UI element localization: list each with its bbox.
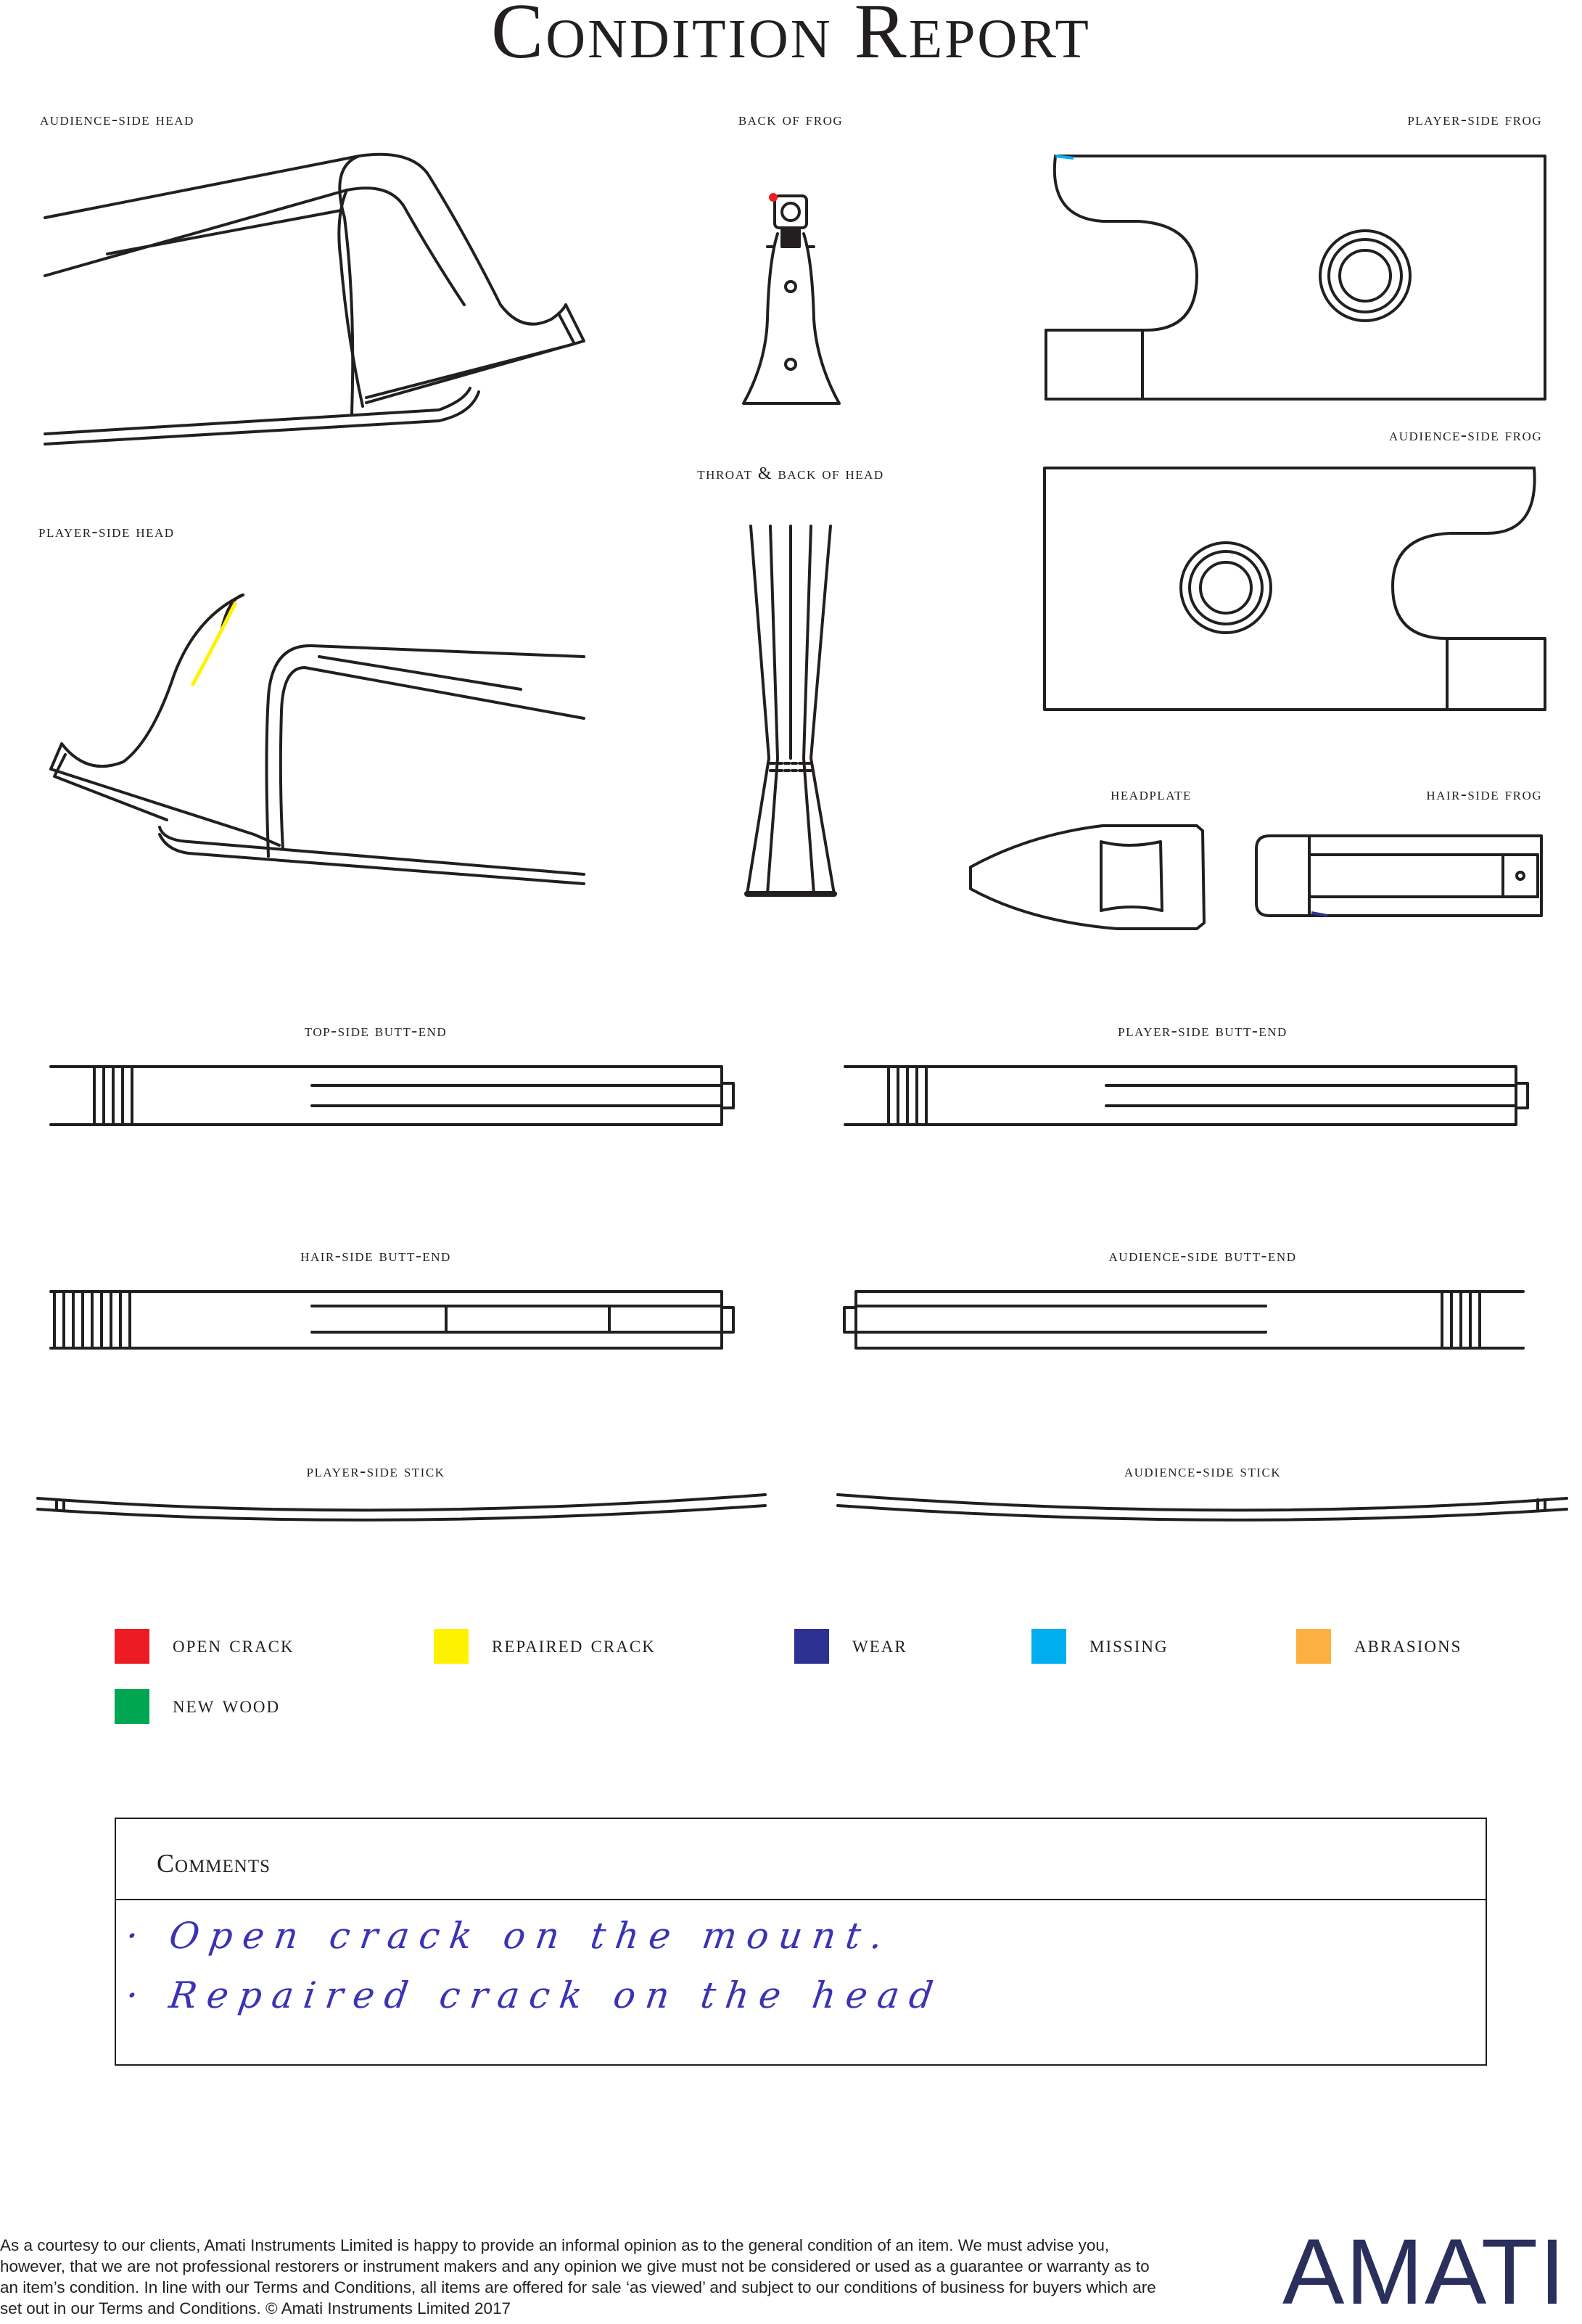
throat-back-of-head-drawing [747, 526, 834, 894]
headplate-drawing [971, 826, 1204, 929]
audience-side-frog-drawing [1045, 468, 1545, 710]
label-audience-side-frog: audience-side frog [1389, 426, 1542, 445]
player-side-frog-drawing [1046, 156, 1545, 399]
swatch-green [115, 1689, 149, 1724]
label-player-side-stick: player-side stick [306, 1462, 445, 1481]
back-of-frog-drawing [743, 196, 839, 403]
audience-side-head-drawing [45, 155, 584, 444]
key-label: wear [852, 1632, 907, 1658]
label-audience-side-head: audience-side head [40, 110, 194, 129]
label-player-side-frog: player-side frog [1407, 110, 1542, 129]
key-label: new wood [173, 1692, 281, 1718]
label-back-of-frog: back of frog [738, 110, 844, 129]
label-audience-side-butt-end: audience-side butt-end [1108, 1247, 1297, 1265]
label-player-side-butt-end: player-side butt-end [1118, 1022, 1288, 1040]
label-player-side-head: player-side head [38, 522, 175, 541]
hair-side-butt-end-drawing [51, 1292, 733, 1348]
swatch-cyan [1031, 1629, 1066, 1664]
label-audience-side-stick: audience-side stick [1124, 1462, 1282, 1481]
open-crack-mark [769, 193, 778, 202]
page-title: Condition Report [491, 0, 1091, 75]
label-throat-back-of-head: throat & back of head [697, 464, 884, 483]
condition-marks [192, 156, 1327, 916]
amati-logo: AMATI [1282, 2220, 1567, 2324]
label-hair-side-frog: hair-side frog [1426, 785, 1542, 804]
comments-title: Comments [157, 1849, 271, 1878]
key-label: abrasions [1354, 1632, 1462, 1658]
key-label: missing [1089, 1632, 1169, 1658]
audience-side-stick-drawing [838, 1495, 1567, 1520]
comments-box [115, 1818, 1487, 2066]
top-side-butt-end-drawing [51, 1067, 733, 1125]
comment-line: · Repaired crack on the head [123, 1974, 946, 2016]
key-label: open crack [173, 1632, 294, 1658]
label-hair-side-butt-end: hair-side butt-end [300, 1247, 451, 1265]
swatch-yellow [434, 1629, 469, 1664]
player-side-stick-drawing [38, 1495, 765, 1520]
label-top-side-butt-end: top-side butt-end [304, 1022, 448, 1040]
disclaimer-text: As a courtesy to our clients, Amati Instruments Limited is happy to provide an informal opinion as to the general condition of an item. We must advise you, however, that we are not professional restorers or instrument makers and any opinion we give must not be considered or used as a guarantee or warranty as to an item’s condition. In line with our Terms and Conditions, all items are offered for sale ‘as viewed’ and subject to our conditions of business for buyers which are set out in our Terms and Conditions. © Amati Instruments Limited 2017 [0, 2236, 1156, 2317]
comments-header [116, 1819, 1486, 1900]
swatch-navy [794, 1629, 829, 1664]
key-label: repaired crack [492, 1632, 656, 1658]
player-side-butt-end-drawing [845, 1067, 1528, 1125]
hair-side-frog-drawing [1256, 836, 1541, 916]
swatch-red [115, 1629, 149, 1664]
player-side-head-drawing [51, 595, 584, 884]
audience-side-butt-end-drawing [844, 1292, 1523, 1348]
swatch-orange [1296, 1629, 1331, 1664]
label-headplate: headplate [1111, 785, 1192, 804]
comment-line: · Open crack on the mount. [123, 1915, 896, 1957]
